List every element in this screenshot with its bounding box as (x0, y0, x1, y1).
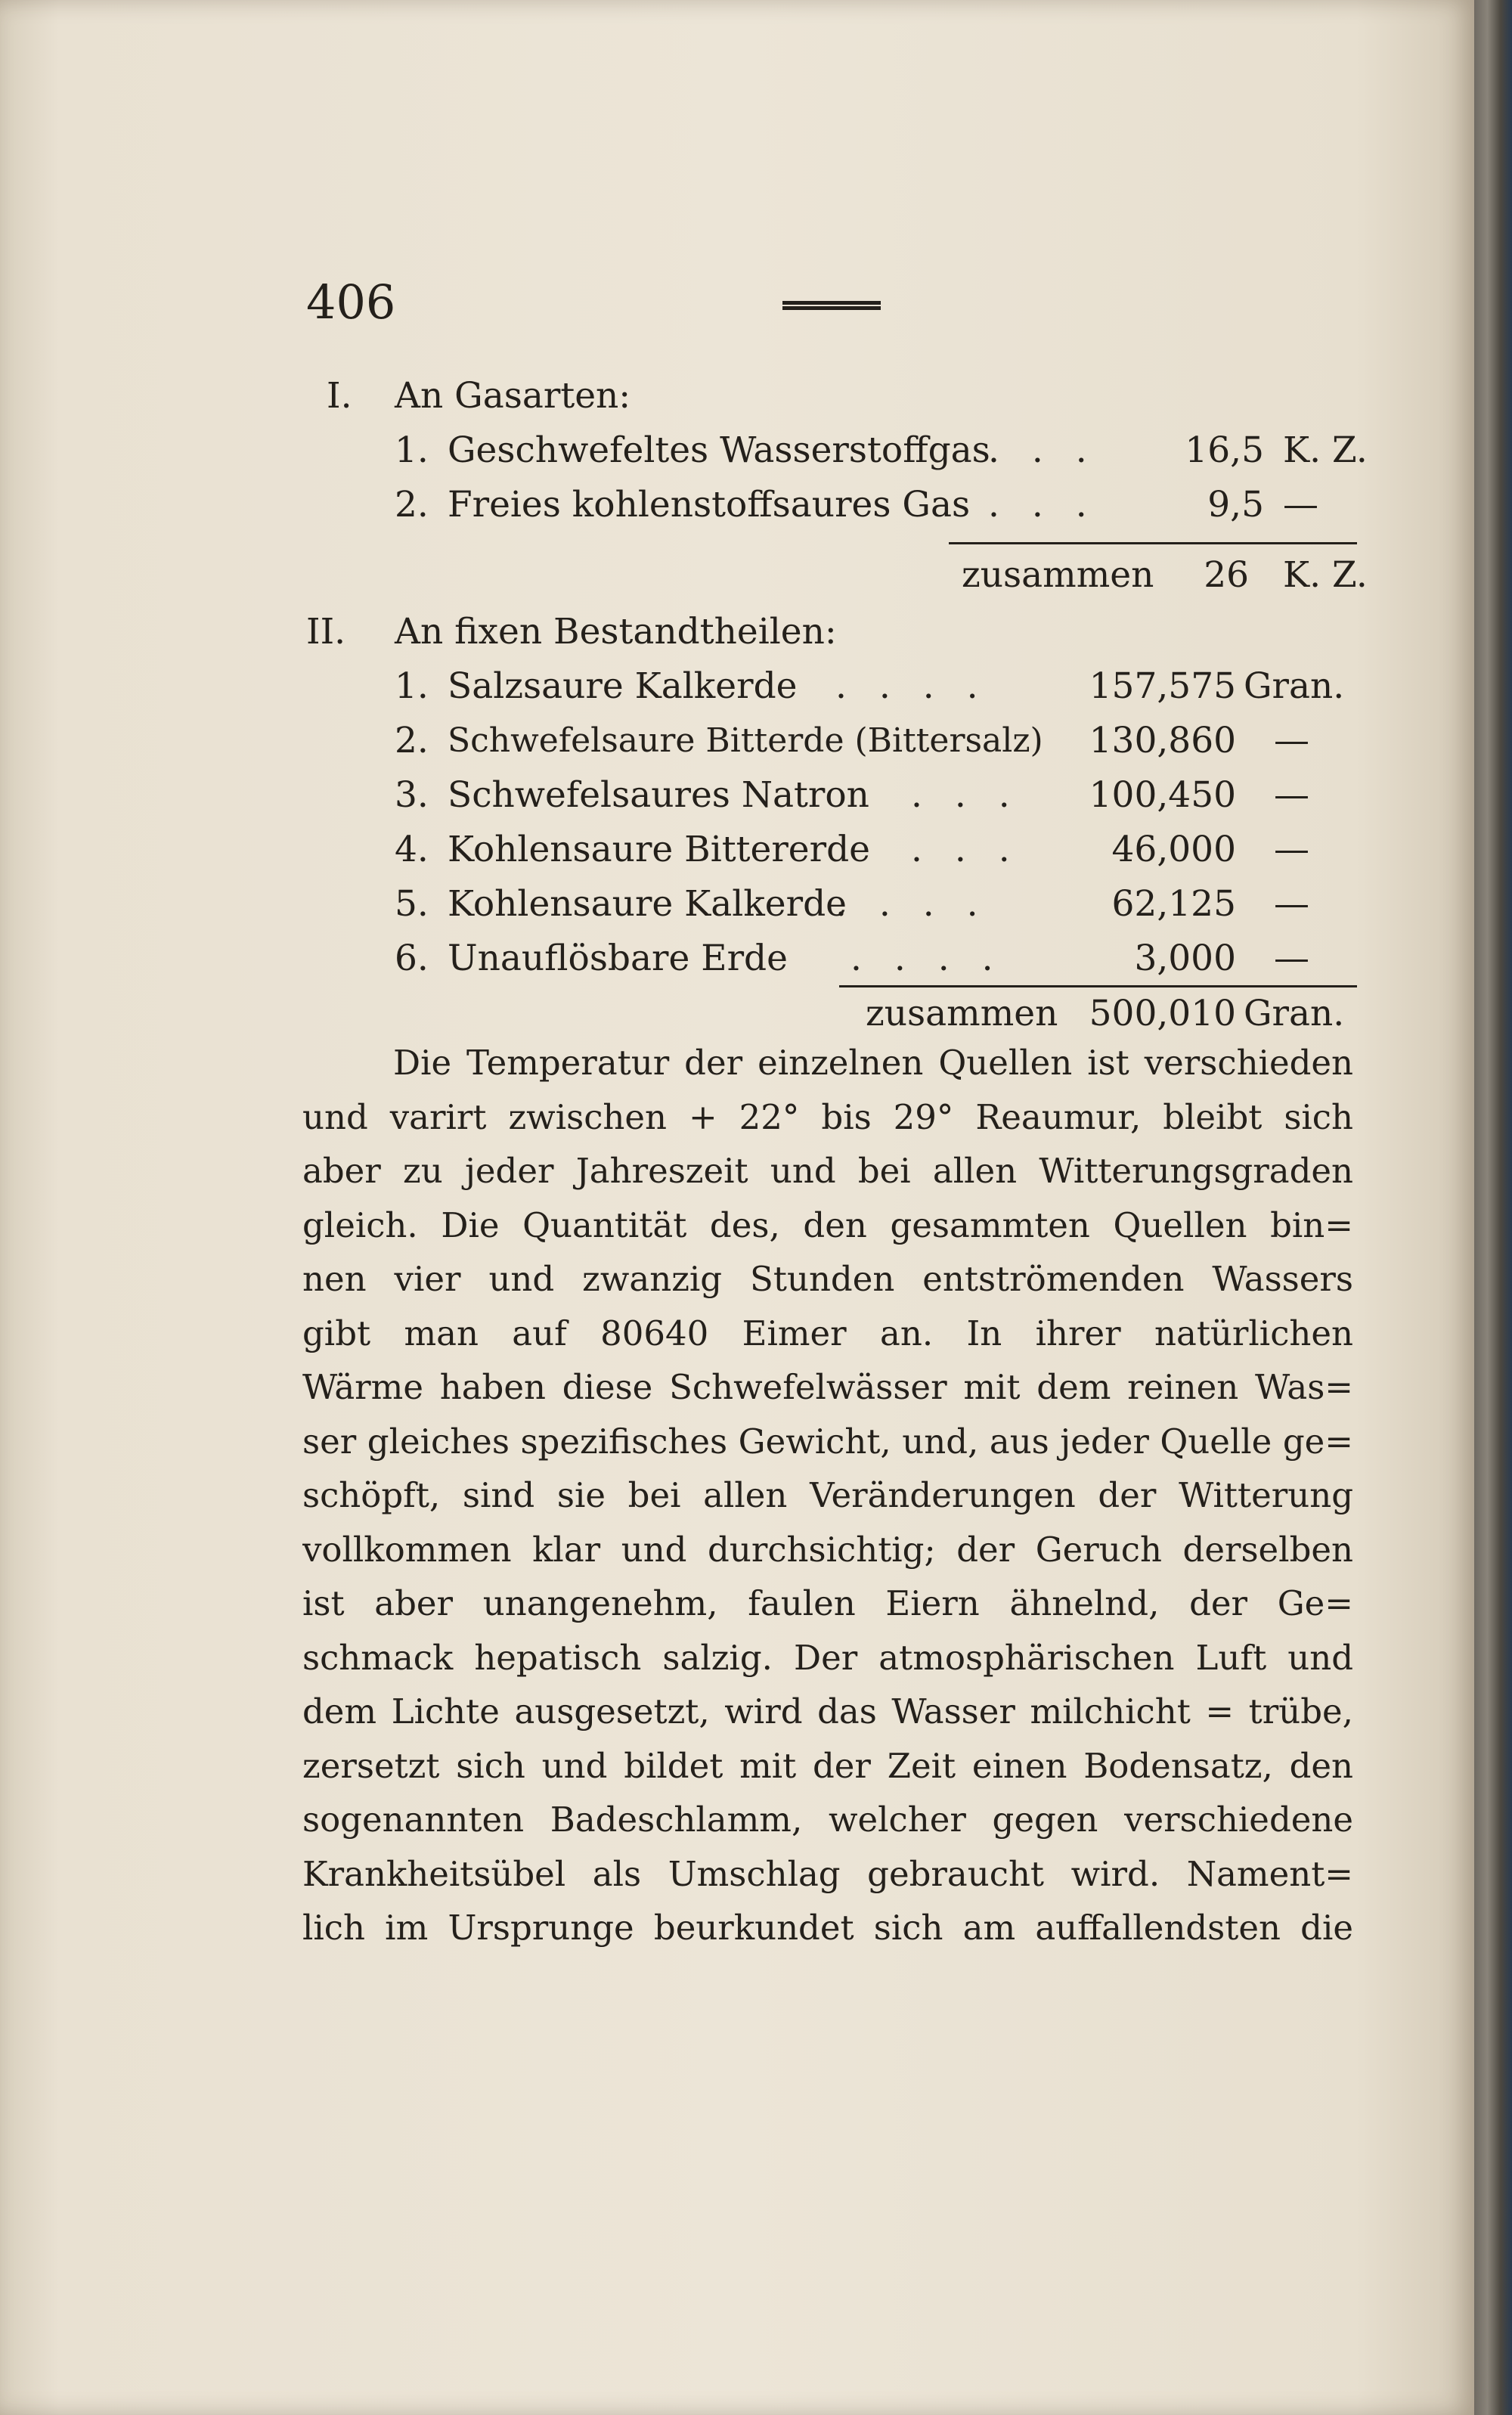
item-dots: . . . . (835, 883, 989, 925)
item-number: 6. (395, 938, 429, 979)
text-line: ser gleiches spezifisches Gewicht, und, aus jeder Quelle ge= (302, 1421, 1353, 1462)
table-row (306, 932, 1357, 986)
table-row (306, 877, 1357, 932)
item-unit: — (1283, 484, 1318, 525)
item-name: Kohlensaure Bittererde (448, 829, 870, 870)
item-value: 9,5 (1207, 484, 1264, 525)
total-label: zusammen (866, 993, 1058, 1034)
page-number: 406 (306, 274, 396, 330)
sum-rule (949, 542, 1357, 544)
item-value: 3,000 (1134, 938, 1236, 979)
item-dots: . . . (988, 484, 1098, 525)
table-row (327, 478, 1355, 532)
text-line: Wärme haben diese Schwefelwässer mit dem reinen Was= (302, 1367, 1353, 1407)
item-name: Schwefelsaure Bitterde (Bittersalz) (448, 721, 1043, 760)
body-paragraph (302, 1036, 1353, 1955)
item-value: 62,125 (1111, 883, 1236, 925)
table-row (306, 823, 1357, 877)
item-unit: K. Z. (1283, 429, 1368, 471)
item-dots: . . . (988, 429, 1098, 471)
text-line: schmack hepatisch salzig. Der atmosphärischen Luft und (302, 1637, 1353, 1678)
total-unit: Gran. (1244, 993, 1345, 1034)
section-2-title: An fixen Bestandtheilen: (395, 611, 837, 653)
text-line: zersetzt sich und bildet mit der Zeit einen Bodensatz, den (302, 1745, 1353, 1786)
text-line: schöpft, sind sie bei allen Veränderungen der Witterung (302, 1475, 1353, 1515)
text-line: sogenannten Badeschlamm, welcher gegen verschiedene (302, 1800, 1353, 1840)
item-value: 46,000 (1111, 829, 1236, 870)
item-number: 4. (395, 829, 429, 870)
text-line: aber zu jeder Jahreszeit und bei allen Witterungsgraden (302, 1151, 1353, 1191)
table-row (306, 714, 1357, 768)
text-line: gibt man auf 80640 Eimer an. In ihrer natürlichen (302, 1313, 1353, 1353)
section-2-heading (306, 605, 1357, 659)
item-name: Unauflösbare Erde (448, 938, 788, 979)
header-rule (782, 301, 881, 310)
text-line: ist aber unangenehm, faulen Eiern ähnelnd, der Ge= (302, 1583, 1353, 1623)
item-number: 1. (395, 429, 429, 471)
text-line: vollkommen klar und durchsichtig; der Geruch derselben (302, 1529, 1353, 1570)
text-line: dem Lichte ausgesetzt, wird das Wasser milchicht = trübe, (302, 1691, 1353, 1731)
item-number: 1. (395, 665, 429, 707)
item-dots: . . . . (835, 665, 989, 707)
item-number: 2. (395, 484, 429, 525)
page-header (306, 276, 1357, 336)
section-1-title: An Gasarten: (395, 375, 631, 417)
item-value: 157,575 (1089, 665, 1236, 707)
item-dots: . . . (911, 774, 1021, 816)
text-line: lich im Ursprunge beurkundet sich am auffallendsten die (302, 1908, 1353, 1948)
item-value: 16,5 (1185, 429, 1264, 471)
item-number: 3. (395, 774, 429, 816)
item-unit: — (1274, 883, 1309, 925)
section-2-total (306, 987, 1357, 1041)
item-name: Salzsaure Kalkerde (448, 665, 798, 707)
item-value: 130,860 (1089, 720, 1236, 761)
total-value: 26 (1204, 554, 1249, 596)
total-value: 500,010 (1089, 993, 1236, 1034)
item-name: Kohlensaure Kalkerde (448, 883, 847, 925)
section-1-number: I. (327, 375, 352, 417)
table-row (306, 768, 1357, 823)
text-line: und varirt zwischen + 22° bis 29° Reaumur, bleibt sich (302, 1096, 1353, 1137)
book-fore-edge (1474, 0, 1512, 2415)
item-unit: — (1274, 829, 1309, 870)
item-name: Freies kohlenstoffsaures Gas (448, 484, 971, 525)
item-value: 100,450 (1089, 774, 1236, 816)
section-2-number: II. (306, 611, 346, 653)
item-unit: — (1274, 774, 1309, 816)
text-line: nen vier und zwanzig Stunden entströmenden Wassers (302, 1259, 1353, 1299)
section-1-total (327, 548, 1368, 603)
text-line: Die Temperatur der einzelnen Quellen ist verschieden (393, 1043, 1353, 1083)
text-line: Krankheitsübel als Umschlag gebraucht wird. Nament= (302, 1853, 1353, 1894)
table-row (327, 423, 1368, 478)
item-name: Geschwefeltes Wasserstoffgas (448, 429, 990, 471)
text-line: gleich. Die Quantität des, den gesammten Quellen bin= (302, 1204, 1353, 1245)
item-unit: — (1274, 938, 1309, 979)
item-dots: . . . . (850, 938, 1004, 979)
item-dots: . . . (911, 829, 1021, 870)
total-label: zusammen (962, 554, 1154, 596)
item-number: 2. (395, 720, 429, 761)
item-unit: — (1274, 720, 1309, 761)
table-row (306, 659, 1357, 714)
section-1-heading (327, 369, 1355, 423)
total-unit: K. Z. (1283, 554, 1368, 596)
item-number: 5. (395, 883, 429, 925)
item-name: Schwefelsaures Natron (448, 774, 869, 816)
item-unit: Gran. (1244, 665, 1345, 707)
